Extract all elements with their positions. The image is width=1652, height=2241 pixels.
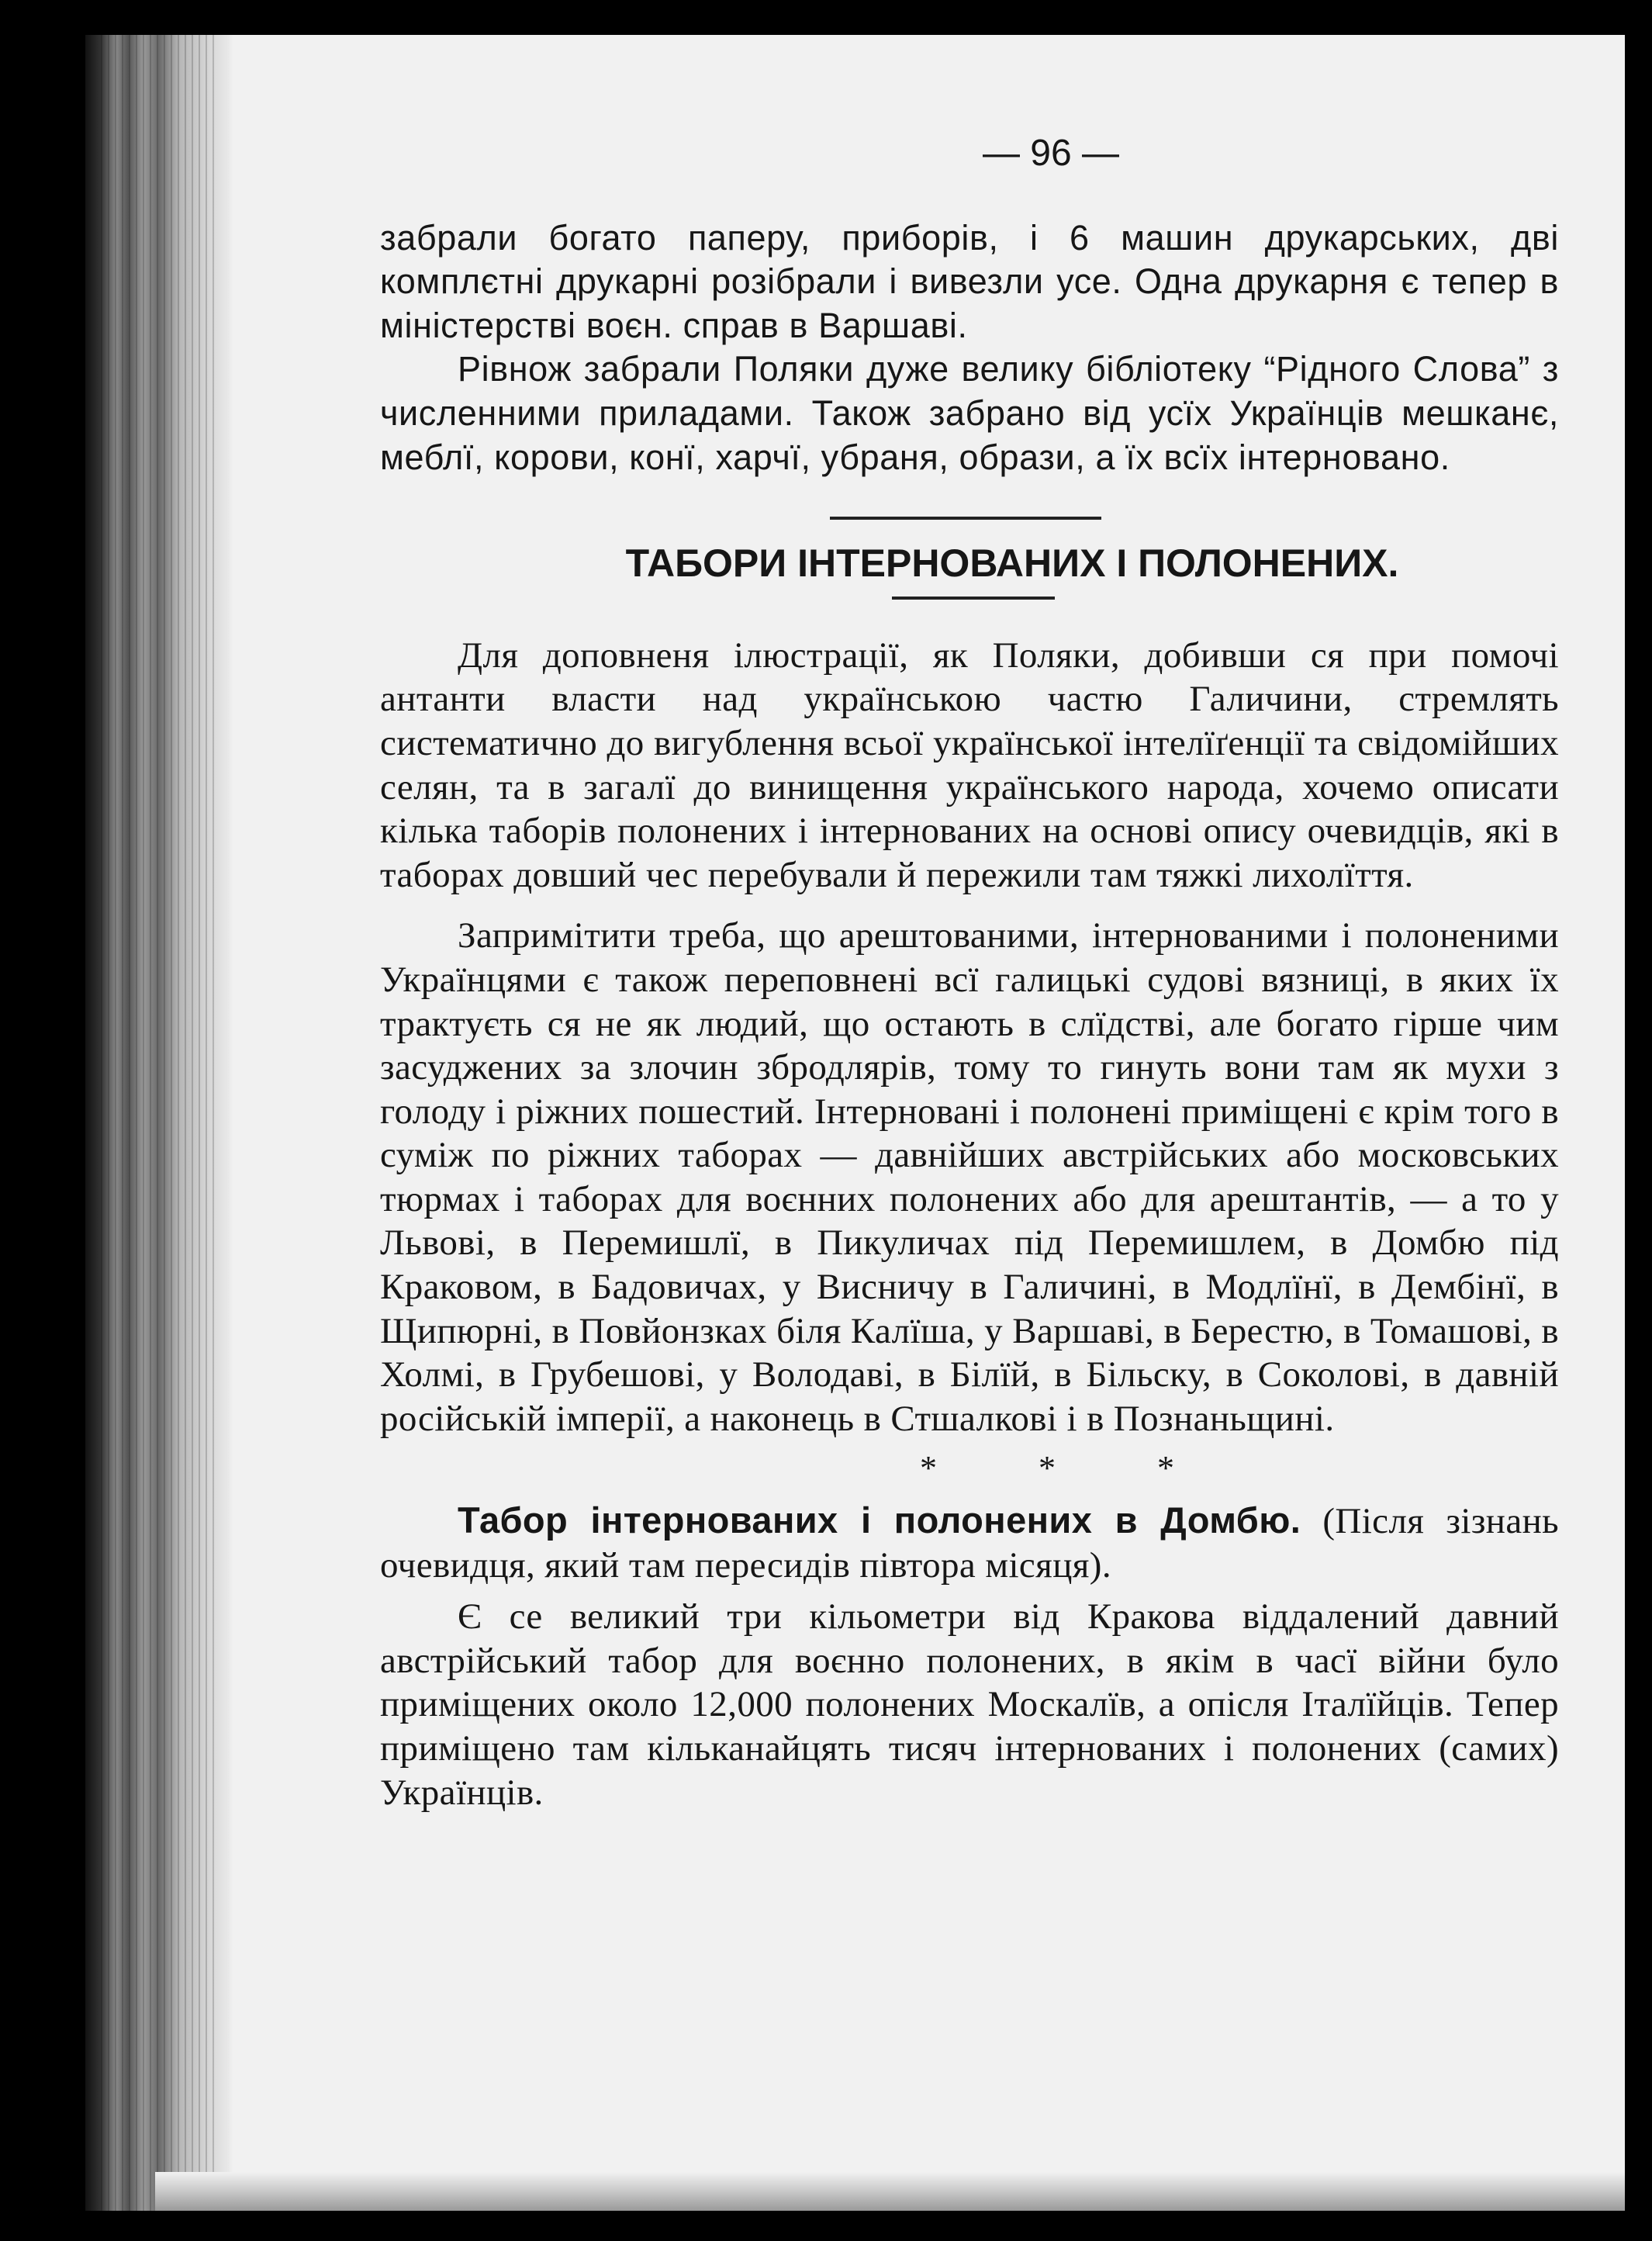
paragraph-library: Рівнож забрали Поляки дуже велику бібліотеку “Рідного Слова” з численними приладами. Також забрано від усїх Українців мешканє, меблї, корови, конї, харчї, убраня, образи, а їх всїх інтерновано. — [380, 349, 1559, 477]
section-stars: * * * — [920, 1449, 1221, 1488]
heading-underline — [892, 597, 1055, 600]
page-bottom-edge — [155, 2172, 1625, 2211]
divider-rule — [830, 517, 1101, 520]
paragraph-camps-list: Запримітити треба, що арештованими, інтернованими і полоненими Українцями є також переповнені всї галицькі судові вязниці, в яких їх трактуєть ся не як людий, що остають в слїдстві, але богато гірше чим засуджених за злочин збродлярів, тому то гинуть вони там як мухи з голоду і ріжних пошестий. Інтерновані і полонені приміщені є крім того в суміж по ріжних таборах — давнійших австрійських або московських тюрмах і таборах для воєнних полонених або для арештантів, — а то у Львові, в Перемишлї, в Пикуличах під Перемишлем, в Домбю під Краковом, в Бадовичах, у Висничу в Галичині, в Модлїнї, в Дембінї, в Щипюрні, в Повйонзках біля Калїша, у Варшаві, в Берестю, в Томашові, в Холмі, в Грубешові, у Володаві, в Білїй, в Більску, в Соколові, в давній російській імперії, а наконець в Стшалкові і в Познаньщині. — [380, 915, 1559, 1439]
paragraph-dombie-camp: Є се великий три кільометри від Кракова віддалений давний австрійський табор для воєнно полонених, в якім в часї війни було приміщених около 12,000 полонених Москалїв, а опісля Італїйців. Тепер приміщено там кільканайцять тисяч інтернованих і полонених (самих) Українців. — [380, 1596, 1559, 1813]
page-edges — [101, 35, 217, 2211]
camp-section-note: (Після зізнань очевидця, який там пересидів півтора місяця). — [380, 1501, 1559, 1586]
paragraph-introduction: Для доповненя ілюстрації, як Поляки, добивши ся при помочі антанти власти над українською частю Галичини, стремлять систематично до вигублення всьої української інтелїґенції та свідомійших селян, та в загалї до винищення українського народа, хочемо описати кілька таборів полонених і інтернованих на основі опису очевидців, які в таборах довший чес перебували й пережили там тяжкі лихолїття. — [380, 635, 1559, 895]
section-heading: ТАБОРИ ІНТЕРНОВАНИХ І ПОЛОНЕНИХ. — [625, 541, 1399, 586]
camp-section-title: Табор інтернованих і полонених в Домбю. — [458, 1499, 1301, 1541]
paragraph-continued: забрали богато паперу, приборів, і 6 машин друкарських, дві комплєтні друкарні розібрали і вивезли усе. Одна друкарня є тепер в міністерстві воєн. справ в Варшаві. — [380, 217, 1559, 345]
page-number: — 96 — — [982, 133, 1120, 174]
page-text — [380, 132, 1559, 1814]
camp-section-intro — [380, 1499, 1559, 1587]
